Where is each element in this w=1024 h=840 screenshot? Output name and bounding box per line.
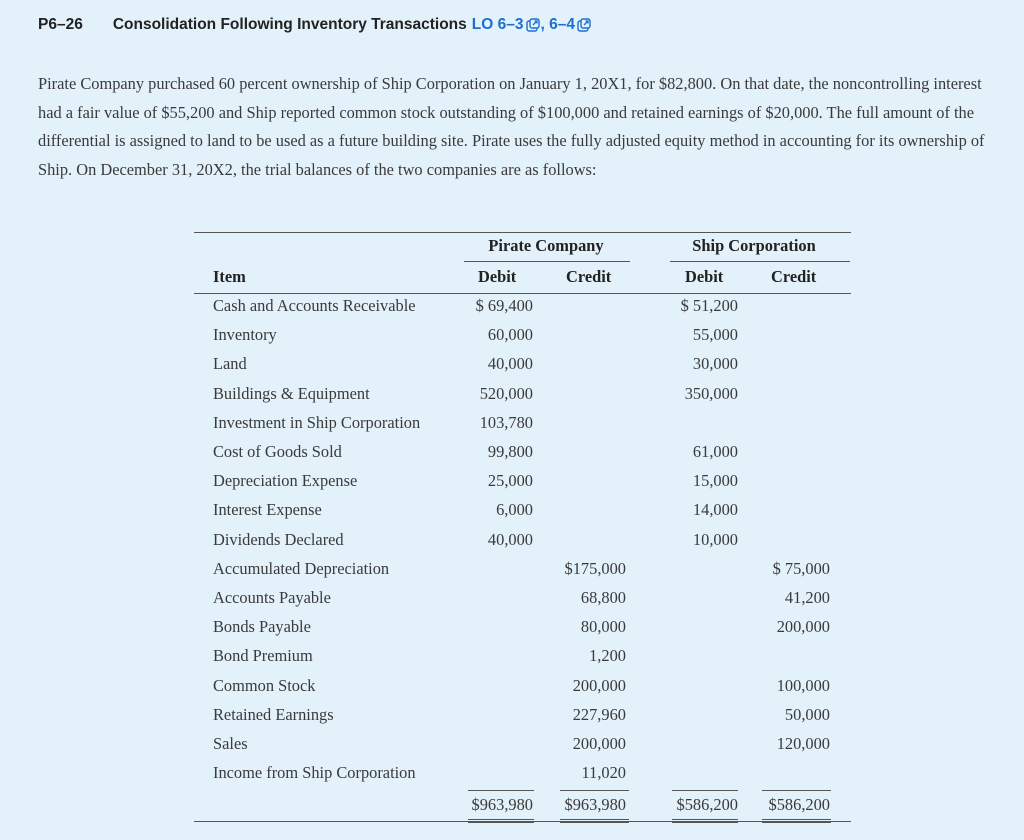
lo-link-label[interactable]: 6–4 <box>549 16 575 33</box>
row-value-pc: 80,000 <box>580 617 626 637</box>
row-item-label: Retained Earnings <box>213 704 334 724</box>
row-value-pd: 40,000 <box>487 529 533 549</box>
row-value-sd: $ 51,200 <box>680 296 738 315</box>
item-header: Item <box>213 267 246 286</box>
row-item-label: Cost of Goods Sold <box>213 442 342 461</box>
row-value-sd: 350,000 <box>684 383 738 403</box>
group-rule-ship <box>670 261 850 262</box>
learning-objectives <box>472 16 592 34</box>
row-value-pd: 520,000 <box>479 383 533 403</box>
row-item-label: Cash and Accounts Receivable <box>213 296 416 315</box>
row-value-pd: 25,000 <box>487 471 533 491</box>
row-item-label: Buildings & Equipment <box>213 383 370 403</box>
row-value-sc: 100,000 <box>776 675 830 695</box>
col-header-pirate-credit: Credit <box>566 267 612 286</box>
total-value-sc: $586,200 <box>768 795 830 815</box>
row-item-label: Depreciation Expense <box>213 471 358 491</box>
row-value-pd: 40,000 <box>487 354 533 374</box>
trial-balance-table <box>194 232 851 822</box>
lo-separator: , <box>540 16 545 33</box>
row-item-label: Interest Expense <box>213 500 322 520</box>
row-item-label: Common Stock <box>213 675 316 695</box>
total-single-rule <box>468 790 534 791</box>
row-value-pd: 60,000 <box>487 325 533 345</box>
total-value-pc: $963,980 <box>564 795 626 815</box>
lo-prefix: LO <box>471 16 494 33</box>
row-value-pd: $ 69,400 <box>475 296 533 315</box>
row-item-label: Bond Premium <box>213 646 313 666</box>
row-value-pc: 11,020 <box>581 763 626 783</box>
external-link-icon[interactable] <box>526 18 540 32</box>
problem-number: P6–26 <box>38 16 83 33</box>
col-header-pirate-debit: Debit <box>478 267 517 286</box>
row-value-sc: 50,000 <box>784 704 830 724</box>
total-single-rule <box>762 790 831 791</box>
problem-description: Pirate Company purchased 60 percent ownership of Ship Corporation on January 1, 20X1, for $82,800. On that date, the noncontrolling interest had a fair value of $55,200 and Ship reported common stock outstanding of $100,000 and retained earnings of $20,000. The full amount of the differential is assigned to land to be used as a future building site. Pirate uses the fully adjusted equity method in accounting for its ownership of Ship. On December 31, 20X2, the trial balances of the two companies are as follows: <box>38 74 985 179</box>
col-header-ship-debit: Debit <box>685 267 724 286</box>
lo-link-label[interactable]: 6–3 <box>497 16 524 33</box>
row-value-pd: 99,800 <box>487 442 533 461</box>
table-bottom-rule <box>194 821 851 822</box>
total-single-rule <box>672 790 738 791</box>
group-header-pirate: Pirate Company <box>488 236 604 255</box>
lo-link-6-4[interactable] <box>549 16 592 34</box>
group-rule-pirate <box>464 261 630 262</box>
row-value-sd: 55,000 <box>692 325 738 345</box>
row-value-sc: $ 75,000 <box>772 558 830 578</box>
group-header-ship: Ship Corporation <box>692 236 816 255</box>
problem-header <box>38 16 592 34</box>
row-item-label: Accumulated Depreciation <box>213 558 390 578</box>
row-value-pc: 200,000 <box>572 675 626 695</box>
col-header-ship-credit: Credit <box>771 267 817 286</box>
total-value-sd: $586,200 <box>676 795 738 815</box>
row-value-sd: 10,000 <box>692 529 738 549</box>
lo-link-6-3[interactable] <box>498 16 541 34</box>
row-item-label: Inventory <box>213 325 277 345</box>
row-value-pc: 1,200 <box>589 646 626 666</box>
row-value-sc: 41,200 <box>784 588 830 607</box>
row-item-label: Bonds Payable <box>213 617 311 637</box>
row-value-pc: 200,000 <box>572 734 626 753</box>
row-item-label: Sales <box>213 734 248 753</box>
row-value-pd: 103,780 <box>479 412 533 432</box>
table-top-rule <box>194 232 851 233</box>
row-value-pd: 6,000 <box>496 500 533 520</box>
row-item-label: Land <box>213 354 247 374</box>
row-item-label: Accounts Payable <box>213 588 331 607</box>
row-value-pc: 68,800 <box>580 588 626 607</box>
row-value-sd: 15,000 <box>692 471 738 491</box>
total-value-pd: $963,980 <box>471 795 533 815</box>
row-value-sd: 61,000 <box>692 442 738 461</box>
row-value-sd: 14,000 <box>692 500 738 520</box>
external-link-icon[interactable] <box>577 18 591 32</box>
row-value-pc: $175,000 <box>564 558 626 578</box>
row-item-label: Income from Ship Corporation <box>213 763 416 783</box>
row-item-label: Dividends Declared <box>213 529 344 549</box>
header-bottom-rule <box>194 293 851 294</box>
row-value-sc: 200,000 <box>776 617 830 637</box>
total-single-rule <box>560 790 629 791</box>
problem-title: Consolidation Following Inventory Transactions <box>112 16 467 33</box>
row-value-pc: 227,960 <box>572 704 626 724</box>
row-value-sd: 30,000 <box>692 354 738 374</box>
row-item-label: Investment in Ship Corporation <box>213 412 421 432</box>
row-value-sc: 120,000 <box>776 734 830 753</box>
